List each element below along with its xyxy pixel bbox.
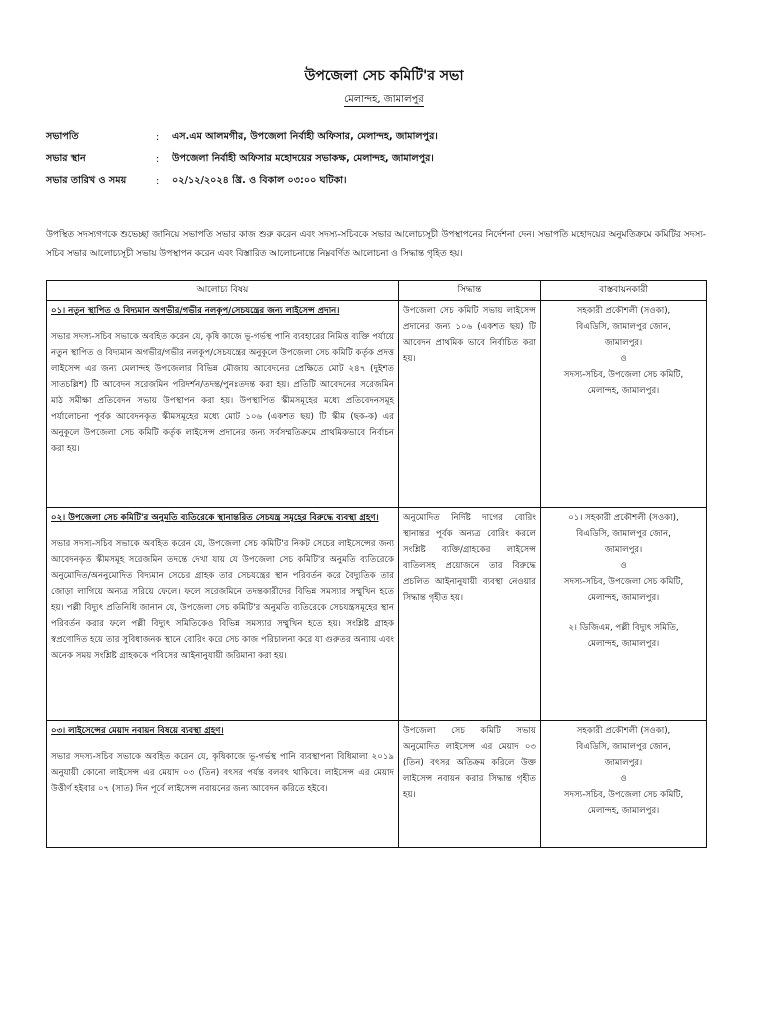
page-subtitle: [0, 92, 768, 109]
implementer-line: মেলান্দহ, জামালপুর।: [587, 639, 660, 649]
header-implementer: বাস্তবায়নকারী: [541, 281, 707, 301]
implementer-line: সহকারী প্রকৌশলী (সওকা),: [576, 726, 671, 736]
meta-row-chair: [46, 126, 726, 148]
table-header-row: [47, 281, 707, 301]
minutes-table: [46, 280, 707, 848]
meta-label: সভার স্থান: [46, 152, 86, 164]
intro-paragraph: উপস্থিত সদস্যগণকে শুভেচ্ছা জানিয়ে সভাপতি সভার কাজ শুরু করেন এবং সদস্য-সচিবকে সভার আলোচ্যসূচী উপস্থাপনের নির্দেশনা দেন। সভাপতি মহোদয়ের অনুমতিক্রমে কমিটির সদস্য-সচিব সভার আলোচ্যসূচী সভায় উপস্থাপন করেন এবং বিস্তারিত আলোচনান্তে নিম্নবর্ণিত আলোচনা ও সিদ্ধান্ত গৃহিত হয়।: [46, 230, 706, 259]
implementer-line: ও: [620, 774, 627, 784]
table-row: [47, 301, 707, 508]
meta-colon: :: [156, 131, 160, 143]
meta-colon: :: [156, 153, 160, 165]
implementer-line: সদস্য-সচিব, উপজেলা সেচ কমিটি,: [563, 790, 684, 800]
meta-colon: :: [156, 175, 160, 187]
implementer-line: মেলান্দহ, জামালপুর।: [587, 386, 660, 396]
meta-value: এস.এম আলমগীর, উপজেলা নির্বাহী অফিসার, মেলান্দহ, জামালপুর।: [172, 130, 438, 142]
implementer-line: জামালপুর।: [604, 758, 643, 768]
table-row: [47, 508, 707, 721]
topic-discussion: সভার সদস্য-সচিব সভাকে অবহিত করেন যে, কৃষিকাজে ভূ-গর্ভস্থ পানি ব্যবস্থাপনা বিধিমালা ২০১৯ অনুযায়ী কোনো লাইসেন্স এর মেয়াদ ০৩ (তিন) বৎসর পর্যন্ত বলবৎ থাকিবে। লাইসেন্স এর মেয়াদ উত্তীর্ণ হইবার ০৭ (সাত) দিন পূর্বে লাইসেন্স নবায়নের জন্য আবেদন করিতে হইবে।: [51, 752, 394, 794]
topic-discussion: সভার সদস্য-সচিব সভাকে অবহিত করেন যে, কৃষি কাজে ভূ-গর্ভস্থ পানি ব্যবহারের নিমিত্ত ব্যক্তি পর্যায়ে নতুন স্থাপিত ও বিদ্যমান অগভীর/গভীর নলকূপ/সেচযন্ত্রের অনুকূলে উপজেলা সেচ কমিটি কর্তৃক প্রদত্ত লাইসেন্স এর জন্য মেলান্দহ উপজেলার বিভিন্ন মৌজায় আবেদনের প্রেক্ষিতে মোট ২৪৭ (দুইশত সাতচল্লিশ) টি আবেদন সরেজমিন পরিদর্শন/তদন্ত/পুনঃতদন্ত করা হয়। প্রতিটি আবেদনের সরেজমিন মাঠ সমীক্ষা প্রতিবেদন সভায় উপস্থাপন করা হয়। উপস্থাপিত স্কীমসমূহের মধ্যে প্রতিবেদনসমূহ পর্যালোচনা পূর্বক আবেদনকৃত স্কীমসমূহের মধ্যে মোট ১০৬ (একশত ছয়) টি স্কীম (ছক-ক) এর অনুকূলে উপজেলা সেচ কমিটি কর্তৃক লাইসেন্স প্রদানের জন্য সর্বসম্মতিক্রমে প্রাথমিকভাবে নির্বাচন করা হয়।: [51, 332, 394, 454]
header-topic: আলোচ্য বিষয়: [47, 281, 399, 301]
decision-cell: উপজেলা সেচ কমিটি সভায় অনুমোদিত লাইসেন্স এর মেয়াদ ০৩ (তিন) বৎসর অতিক্রম করিলে উক্ত লাইসেন্স নবায়ন করার সিদ্ধান্ত গৃহীত হয়।: [399, 721, 541, 848]
implementer-line: ০১। সহকারী প্রকৌশলী (সওকা),: [568, 513, 679, 523]
implementer-line: ও: [620, 561, 627, 571]
topic-discussion: সভার সদস্য-সচিব সভাকে অবহিত করেন যে, উপজেলা সেচ কমিটি'র নিকট সেচের লাইসেন্সের জন্য আবেদনকৃত স্কীমসমূহ সরেজমিন তদন্তে দেখা যায় যে উপজেলা সেচ কমিটি'র অনুমতি ব্যতিরেকে অনুমোদিত/অননুমোদিত বিদ্যমান সেচের গ্রাহক তার সেচযন্ত্রের স্থান পরিবর্তন করে বৈদ্যুতিক তার জোড়া লাগিয়ে অন্যত্র সরিয়ে ফেলে। ফলে সরেজমিনে তদন্তকারীদের বিভিন্ন সমস্যার সম্মুখিন হতে হয়। পল্লী বিদ্যুৎ প্রতিনিধি জানান যে, উপজেলা সেচ কমিটি'র অনুমতি ব্যতিরেকে সেচযন্ত্রসমূহের স্থান পরিবর্তন করার ফলে পল্লী বিদ্যুৎ সমিতিকেও বিভিন্ন সমস্যার সম্মুখিন হতে হয়। সংশ্লিষ্ট গ্রাহক স্বপ্রণোদিত হয়ে তার সুবিধাজনক স্থানে বোরিং করে সেচ কাজ পরিচালনা করে যা গুরুতর অন্যায় এবং অনেক সময় সংশ্লিষ্ট গ্রাহককে পবিসের আইনানুযায়ী জরিমানা করা হয়।: [51, 539, 394, 661]
implementer-line: বিএডিসি, জামালপুর জোন,: [576, 322, 671, 332]
implementer-cell: [541, 721, 707, 848]
page-title: উপজেলা সেচ কমিটি'র সভা: [304, 68, 464, 84]
implementer-line: মেলান্দহ, জামালপুর।: [587, 806, 660, 816]
implementer-cell: [541, 301, 707, 508]
topic-heading: ০১। নতুন স্থাপিত ও বিদ্যমান অগভীর/গভীর নলকূপ/সেচযন্ত্রের জন্য লাইসেন্স প্রদান।: [51, 306, 340, 316]
decision-cell: উপজেলা সেচ কমিটি সভায় লাইসেন্স প্রদানের জন্য ১০৬ (একশত ছয়) টি আবেদন প্রাথমিক ভাবে নির্বাচিত করা হয়।: [399, 301, 541, 508]
header-decision: সিদ্ধান্ত: [399, 281, 541, 301]
implementer-line: সদস্য-সচিব, উপজেলা সেচ কমিটি,: [563, 577, 684, 587]
implementer-line: বিএডিসি, জামালপুর জোন,: [576, 742, 671, 752]
implementer-line: জামালপুর।: [604, 545, 643, 555]
topic-cell: [47, 508, 399, 721]
subtitle-text: মেলান্দহ, জামালপুর: [344, 94, 424, 105]
table-row: [47, 721, 707, 848]
meta-row-datetime: [46, 170, 726, 192]
topic-heading: ০২। উপজেলা সেচ কমিটি'র অনুমতি ব্যতিরেকে স্থানান্তরিত সেচযন্ত্র সমূহের বিরুদ্ধে ব্যবস্থা গ্রহণ।: [51, 513, 379, 523]
decision-cell: অনুমোদিত নির্দিষ্ট দাগের বোরিং স্থানান্তর পূর্বক অন্যত্র বোরিং করলে সংশ্লিষ্ট ব্যক্তি/গ্রাহকের লাইসেন্স বাতিলসহ প্রয়োজনে তার বিরুদ্ধে প্রচলিত আইনানুযায়ী ব্যবস্থা নেওয়ার সিদ্ধান্ত গৃহীত হয়।: [399, 508, 541, 721]
implementer-cell: [541, 508, 707, 721]
meta-value: উপজেলা নির্বাহী অফিসার মহোদয়ের সভাকক্ষ, মেলান্দহ, জামালপুর।: [172, 152, 434, 164]
meta-row-venue: [46, 148, 726, 170]
implementer-line: ও: [620, 354, 627, 364]
implementer-line: ২। ডিজিএম, পল্লী বিদ্যুৎ সমিতি,: [568, 623, 679, 633]
meta-label: সভাপতি: [46, 130, 79, 142]
meta-value: ০২/১২/২০২৪ খ্রি. ও বিকাল ০৩:০০ ঘটিকা।: [172, 174, 347, 186]
topic-cell: [47, 721, 399, 848]
implementer-line: মেলান্দহ, জামালপুর।: [587, 593, 660, 603]
spacer: [545, 606, 702, 620]
topic-heading: ০৩। লাইসেন্সের মেয়াদ নবায়ন বিষয়ে ব্যবস্থা গ্রহণ।: [51, 726, 224, 736]
implementer-line: সদস্য-সচিব, উপজেলা সেচ কমিটি,: [563, 370, 684, 380]
topic-cell: [47, 301, 399, 508]
implementer-line: সহকারী প্রকৌশলী (সওকা),: [576, 306, 671, 316]
implementer-line: জামালপুর।: [604, 338, 643, 348]
meeting-meta: [46, 126, 726, 192]
implementer-line: বিএডিসি, জামালপুর জোন,: [576, 529, 671, 539]
meta-label: সভার তারিখ ও সময়: [46, 174, 127, 186]
